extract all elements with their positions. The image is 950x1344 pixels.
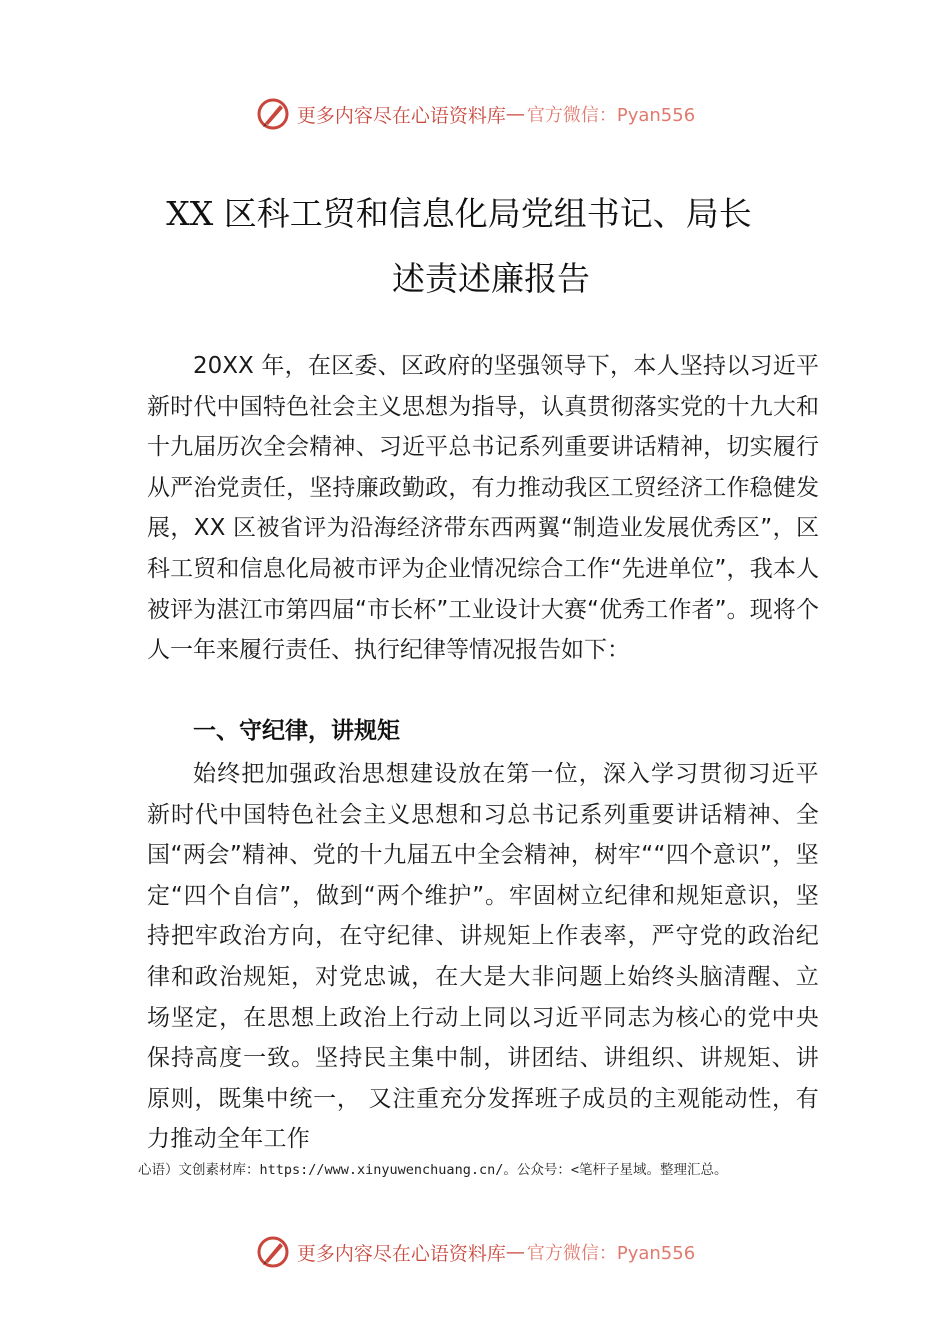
body-paragraph-1: 20XX 年，在区委、区政府的坚强领导下，本人坚持以习近平新时代中国特色社会主义思想为指导，认真贯彻落实党的十九大和十九届历次全会精神、习近平总书记系列重要讲话精神，切实履行从严治党责任，坚持廉政勤政，有力推动我区工贸经济工作稳健发展，XX 区被省评为沿海经济带东西两翼“制造业发展优秀区”，区科工贸和信息化局被市评为企业情况综合工作“先进单位”，我本人被评为湛江市第四届“市长杯”工业设计大赛“优秀工作者”。现将个人一年来履行责任、执行纪律等情况报告如下： (147, 353, 819, 664)
body-paragraph-2: 始终把加强政治思想建设放在第一位，深入学习贯彻习近平新时代中国特色社会主义思想和习总书记系列重要讲话精神、全国“两会”精神、党的十九届五中全会精神，树牢““四个意识”，坚定“四个自信”，做到“两个维护”。牢固树立纪律和规矩意识，坚持把牢政治方向，在守纪律、讲规矩上作表率，严守党的政治纪律和政治规矩，对党忠诚，在大是大非问题上始终头脑清醒、立场坚定，在思想上政治上行动上同以习近平同志为核心的党中央保持高度一致。坚持民主集中制，讲团结、讲组织、讲规矩、讲原则，既集中统一， 又注重充分发挥班子成员的主观能动性，有力推动全年工作 (147, 761, 819, 1153)
banner-brand-text: 更多内容尽在心语资料库 (296, 104, 506, 127)
banner-dash: — (505, 1241, 525, 1263)
footer-source-note: 心语）文创素材库：https://www.xinyuwenchuang.cn/。公众号：<笔杆子星域。整理汇总。 (138, 1162, 728, 1178)
top-watermark-banner (0, 94, 950, 134)
document-title-line-2: 述责述廉报告 (392, 259, 590, 298)
quill-pen-logo-icon (255, 96, 291, 132)
section-heading-1: 一、守纪律，讲规矩 (193, 718, 400, 744)
banner-dash: — (505, 103, 525, 125)
quill-pen-logo-icon (255, 1234, 291, 1270)
banner-brand-text: 更多内容尽在心语资料库 (296, 1242, 506, 1265)
bottom-watermark-banner (0, 1232, 950, 1272)
document-title-line-1: XX 区科工贸和信息化局党组书记、局长 (166, 194, 752, 233)
banner-wechat-text: 官方微信：Pyan556 (526, 1243, 696, 1264)
banner-wechat-text: 官方微信：Pyan556 (526, 105, 696, 126)
